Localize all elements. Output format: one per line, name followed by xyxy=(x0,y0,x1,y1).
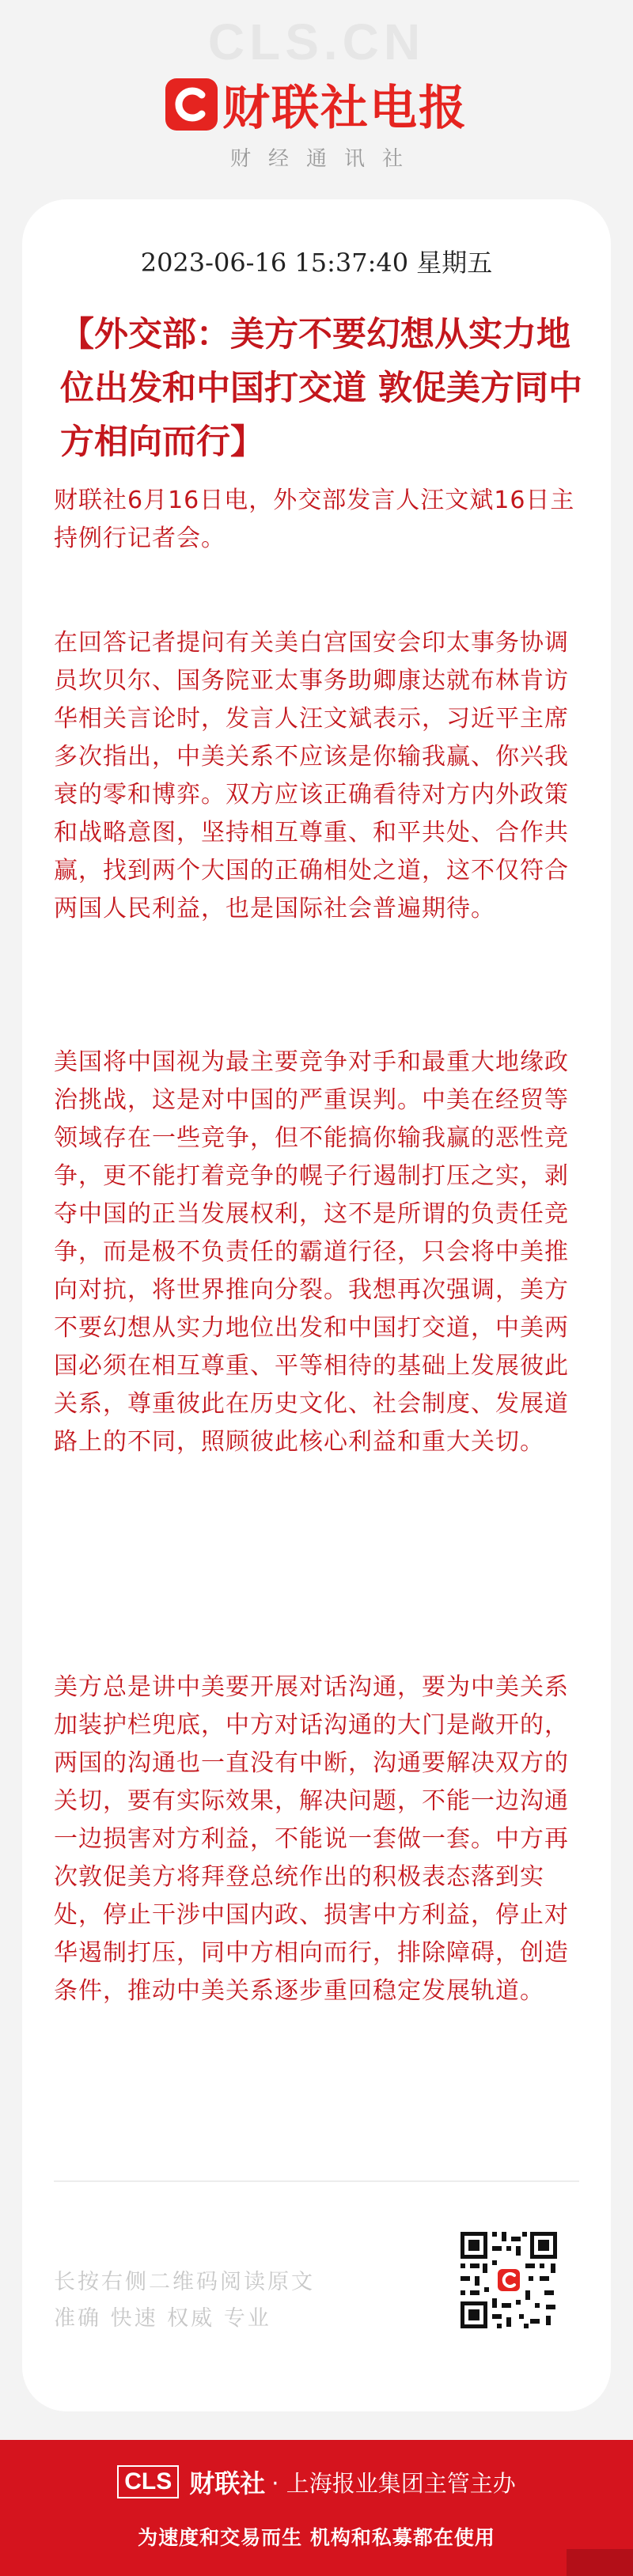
brand-name: 财联社电报 xyxy=(222,81,468,136)
brand-logo xyxy=(0,73,633,136)
article-date: 2023-06-16 15:37:40 星期五 xyxy=(140,248,493,278)
footer-brand-row xyxy=(0,2464,633,2500)
footer-brand: 财联社 xyxy=(189,2468,266,2498)
footer-banner xyxy=(0,2440,633,2576)
corner-watermark xyxy=(567,2549,633,2576)
cls-c-logo-icon xyxy=(165,78,218,131)
qr-note-line2: 准确 快速 权威 专业 xyxy=(54,2306,271,2331)
footer-org: · 上海报业集团主管主办 xyxy=(271,2469,516,2497)
qr-note-line1: 长按右侧二维码阅读原文 xyxy=(54,2270,315,2294)
article-paragraph: 美国将中国视为最主要竞争对手和最重大地缘政治挑战，这是对中国的严重误判。中美在经贸等领域存在一些竞争，但不能搞你输我赢的恶性竞争，更不能打着竞争的幌子行遏制打压之实，剥夺中国的正当发展权利，这不是所谓的负责任竞争，而是极不负责任的霸道行径，只会将中美推向对抗，将世界推向分裂。我想再次强调，美方不要幻想从实力地位出发和中国打交道，中美两国必须在相互尊重、平等相待的基础上发展彼此关系，尊重彼此在历史文化、社会制度、发展道路上的不同，照顾彼此核心利益和重大关切。 xyxy=(54,1048,569,1456)
footer-cls-logo: CLS xyxy=(117,2465,179,2498)
article-paragraph: 在回答记者提问有关美白宫国安会印太事务协调员坎贝尔、国务院亚太事务助卿康达就布林肯访华相关言论时，发言人汪文斌表示，习近平主席多次指出，中美关系不应该是你输我赢、你兴我衰的零和博弈。双方应该正确看待对方内外政策和战略意图，坚持相互尊重、和平共处、合作共赢，找到两个大国的正确相处之道，这不仅符合两国人民利益，也是国际社会普遍期待。 xyxy=(54,629,569,922)
brand-tagline: 财经通讯社 xyxy=(229,147,420,171)
article-title: 【外交部：美方不要幻想从实力地位出发和中国打交道 敦促美方同中方相向而行】 xyxy=(60,315,582,462)
section-divider xyxy=(54,2180,579,2182)
qr-note xyxy=(54,2264,315,2337)
article-paragraph: 美方总是讲中美要开展对话沟通，要为中美关系加装护栏兜底，中方对话沟通的大门是敞开的，两国的沟通也一直没有中断，沟通要解决双方的关切，要有实际效果，解决问题，不能一边沟通一边损害对方利益，不能说一套做一套。中方再次敦促美方将拜登总统作出的积极表态落到实处，停止干涉中国内政、损害中方利益，停止对华遏制打压，同中方相向而行，排除障碍，创造条件，推动中美关系逐步重回稳定发展轨道。 xyxy=(54,1673,569,2005)
footer-slogan: 为速度和交易而生 机构和私募都在使用 xyxy=(138,2526,495,2549)
header-watermark: CLS.CN xyxy=(207,13,426,70)
article-paragraph: 财联社6月16日电，外交部发言人汪文斌16日主持例行记者会。 xyxy=(54,487,575,552)
article-card xyxy=(22,199,611,2411)
qr-code-icon[interactable] xyxy=(457,2229,560,2332)
